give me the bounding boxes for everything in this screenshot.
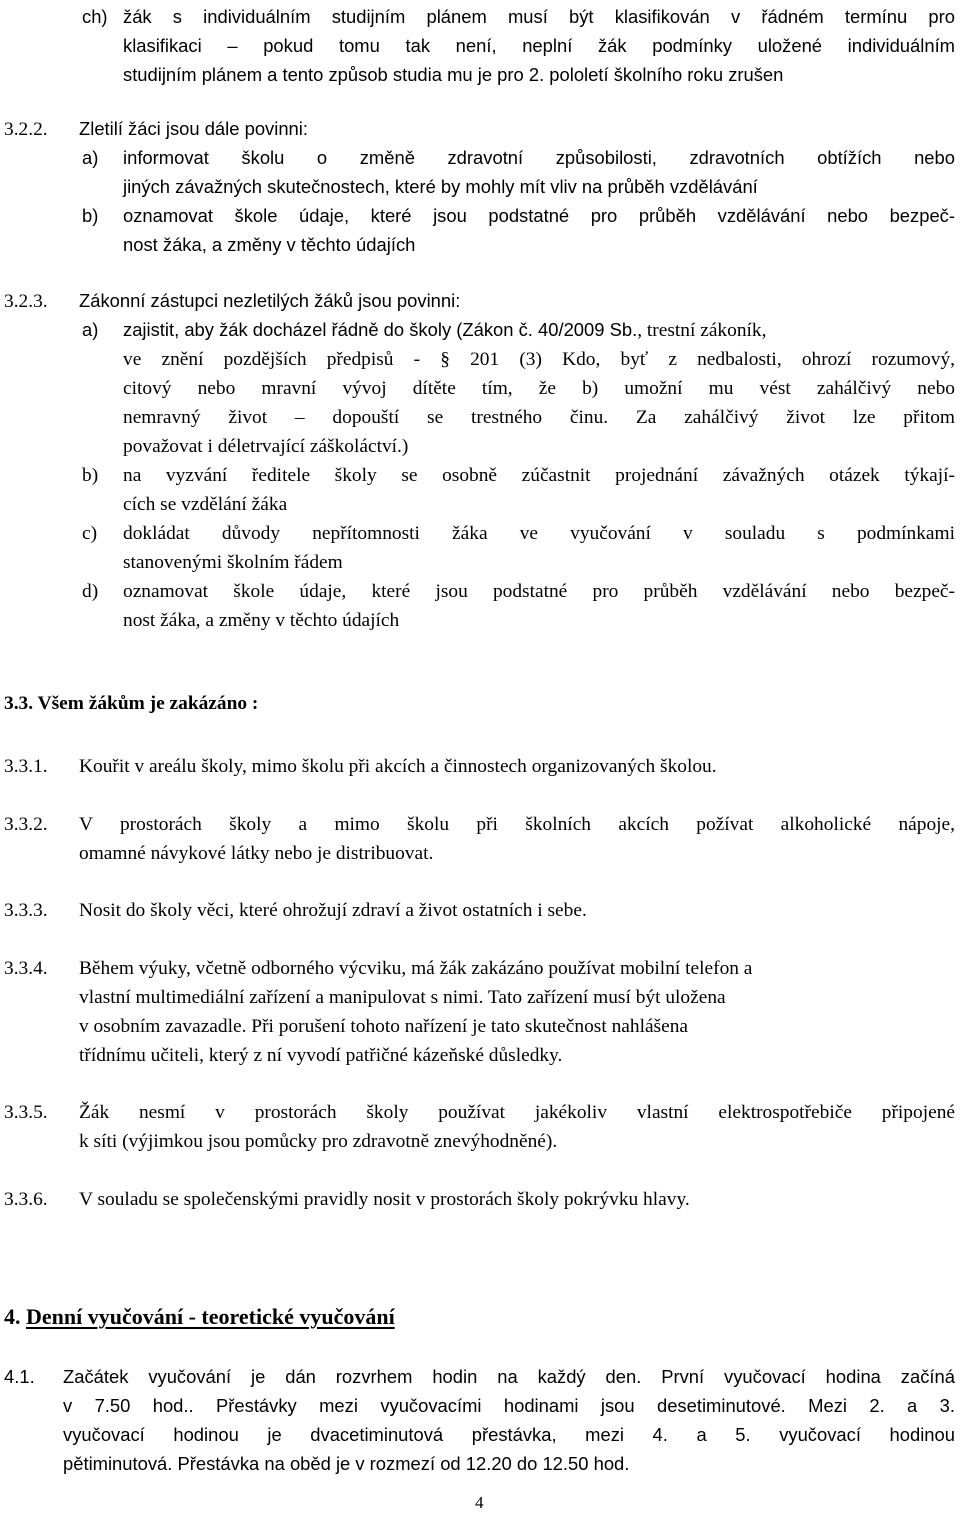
item-number: 3.3.5.: [4, 1102, 48, 1123]
text-line: V souladu se společenskými pravidly nosit v prostorách školy pokrývku hlavy.: [79, 1189, 690, 1210]
item-number: 4.1.: [4, 1366, 35, 1387]
item-label: a): [82, 147, 99, 168]
text-line: oznamovat škole údaje, které jsou podstatné pro průběh vzdělávání nebo bezpeč-: [123, 205, 955, 226]
text-line: omamné návykové látky nebo je distribuovat.: [79, 843, 434, 864]
chapter-number: 4.: [4, 1304, 21, 1329]
text-line: klasifikaci – pokud tomu tak není, neplní žák podmínky uložené individuálním: [123, 35, 955, 56]
section-heading: 3.3. Všem žákům je zakázáno :: [4, 693, 259, 714]
chapter-title: Denní vyučování - teoretické vyučování: [26, 1304, 395, 1329]
text-line: dokládat důvody nepřítomnosti žáka ve vyučování v souladu s podmínkami: [123, 523, 955, 544]
item-label: d): [82, 581, 99, 602]
text-line: Žák nesmí v prostorách školy používat jakékoliv vlastní elektrospotřebiče připojené: [79, 1102, 955, 1123]
text-line: nost žáka, a změny v těchto údajích: [123, 610, 400, 631]
item-label: b): [82, 465, 99, 486]
text-line: cích se vzdělání žáka: [123, 494, 288, 515]
text-line: k síti (výjimkou jsou pomůcky pro zdravotně znevýhodněné).: [79, 1131, 558, 1152]
text-line: v 7.50 hod.. Přestávky mezi vyučovacími hodinami jsou desetiminutové. Mezi 2. a 3.: [63, 1395, 955, 1416]
section-title: Zletilí žáci jsou dále povinni:: [79, 118, 308, 139]
item-label: c): [82, 523, 98, 544]
text-line: v osobním zavazadle. Při porušení tohoto nařízení je tato skutečnost nahlášena: [79, 1016, 689, 1037]
item-number: 3.3.2.: [4, 814, 48, 835]
text-line: žák s individuálním studijním plánem musí být klasifikován v řádném termínu pro: [123, 6, 955, 27]
text-line: třídnímu učiteli, který z ní vyvodí patřičné kázeňské důsledky.: [79, 1045, 563, 1066]
text-line-part: , trestní zákoník,: [637, 320, 767, 341]
item-number: 3.3.4.: [4, 958, 48, 979]
chapter-heading: [4, 1306, 395, 1328]
text-line: oznamovat škole údaje, které jsou podstatné pro průběh vzdělávání nebo bezpeč-: [123, 581, 955, 602]
item-number: 3.3.3.: [4, 900, 48, 921]
text-line: V prostorách školy a mimo školu při školních akcích požívat alkoholické nápoje,: [79, 814, 955, 835]
item-label: a): [82, 319, 99, 340]
section-number: 3.2.3.: [4, 291, 48, 312]
section-title: Zákonní zástupci nezletilých žáků jsou povinni:: [79, 290, 461, 311]
text-line: považovat i déletrvající záškoláctví.): [123, 436, 409, 457]
item-label: b): [82, 205, 99, 226]
text-line: nemravný život – dopouští se trestného činu. Za zahálčivý život lze přitom: [123, 407, 955, 428]
item-number: 3.3.6.: [4, 1189, 48, 1210]
text-line: [123, 321, 766, 340]
text-line: na vyzvání ředitele školy se osobně zúčastnit projednání závažných otázek týkají-: [123, 465, 955, 486]
text-line: Nosit do školy věci, které ohrožují zdraví a život ostatních i sebe.: [79, 900, 587, 921]
text-line: citový nebo mravní vývoj dítěte tím, že b) umožní mu vést zahálčivý nebo: [123, 378, 955, 399]
item-number: 3.3.1.: [4, 756, 48, 777]
text-line: informovat školu o změně zdravotní způsobilosti, zdravotních obtížích nebo: [123, 147, 955, 168]
text-line: stanovenými školním řádem: [123, 552, 343, 573]
text-line: vlastní multimediální zařízení a manipulovat s nimi. Tato zařízení musí být uložena: [79, 987, 726, 1008]
text-line: Během výuky, včetně odborného výcviku, má žák zakázáno používat mobilní telefon a: [79, 958, 753, 979]
page-number: 4: [475, 1493, 484, 1512]
text-line: vyučovací hodinou je dvacetiminutová přestávka, mezi 4. a 5. vyučovací hodinou: [63, 1424, 955, 1445]
text-line: Začátek vyučování je dán rozvrhem hodin na každý den. První vyučovací hodina začíná: [63, 1366, 955, 1387]
text-line: pětiminutová. Přestávka na oběd je v rozmezí od 12.20 do 12.50 hod.: [63, 1453, 630, 1474]
text-line: Kouřit v areálu školy, mimo školu při akcích a činnostech organizovaných školou.: [79, 756, 717, 777]
text-line: jiných závažných skutečnostech, které by mohly mít vliv na průběh vzdělávání: [123, 176, 758, 197]
section-number: 3.2.2.: [4, 119, 48, 140]
text-line: ve znění pozdějších předpisů - § 201 (3) Kdo, byť z nedbalosti, ohrozí rozumový,: [123, 349, 955, 370]
item-label: ch): [82, 6, 108, 27]
text-line: studijním plánem a tento způsob studia mu je pro 2. pololetí školního roku zrušen: [123, 64, 784, 85]
text-line: nost žáka, a změny v těchto údajích: [123, 234, 416, 255]
text-line-part: zajistit, aby žák docházel řádně do školy (Zákon č. 40/2009 Sb.: [123, 319, 638, 340]
